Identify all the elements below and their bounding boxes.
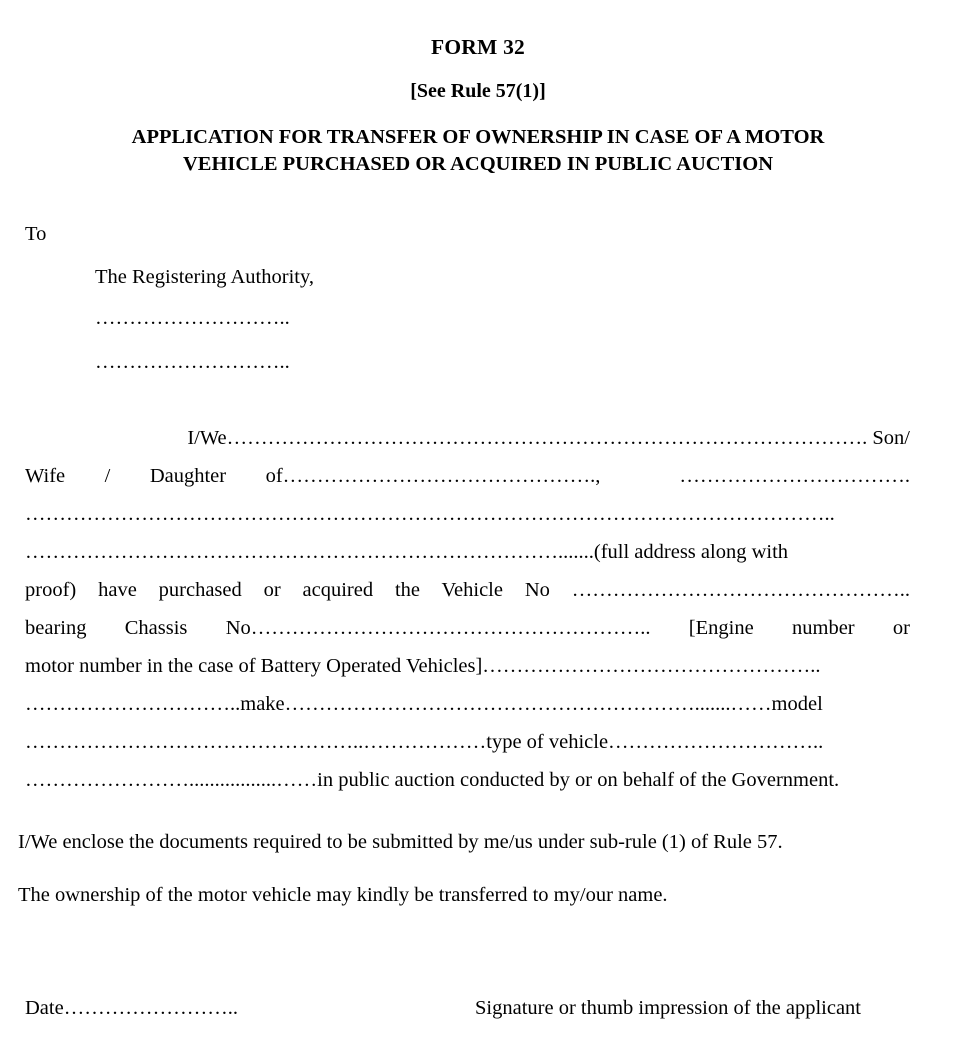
document-heading: [0, 0, 956, 178]
body-line-7[interactable]: motor number in the case of Battery Operated Vehicles]…………………………………………..: [25, 654, 821, 677]
rule-reference: [See Rule 57(1)]: [410, 79, 546, 102]
closing-statement-2: The ownership of the motor vehicle may kindly be transferred to my/our name.: [18, 884, 668, 907]
subject-title-line-2: VEHICLE PURCHASED OR ACQUIRED IN PUBLIC AUCTION: [182, 152, 774, 175]
addressee-address-line-1[interactable]: ………………………..: [95, 306, 290, 329]
subject-title: [0, 124, 956, 178]
body-line-8[interactable]: …………………………..make…………………………………………………….......……model: [25, 692, 823, 715]
closing-statement-1: I/We enclose the documents required to be submitted by me/us under sub-rule (1) of Rule 57.: [18, 830, 783, 853]
body-line-1[interactable]: I/We…………………………………………………………………………………. Son/: [187, 426, 910, 449]
subject-title-line-1: APPLICATION FOR TRANSFER OF OWNERSHIP IN CASE OF A MOTOR: [131, 125, 825, 148]
body-line-5[interactable]: proof) have purchased or acquired the Vehicle No …………………………………………..: [25, 578, 910, 601]
application-body: [0, 419, 956, 799]
closing-statements: [0, 832, 956, 906]
addressee-authority: The Registering Authority,: [95, 266, 315, 289]
body-line-10[interactable]: …………………….................……in public auction conducted by or on behalf of the Government.: [25, 768, 840, 791]
body-line-6[interactable]: bearing Chassis No………………………………………………….. [Engine number or: [25, 616, 910, 639]
date-field[interactable]: Date……………………..: [25, 997, 238, 1019]
addressee-to-label: To: [25, 222, 47, 245]
body-line-3[interactable]: ………………………………………………………………………………………………………..: [25, 502, 835, 525]
body-line-2[interactable]: Wife / Daughter of………………………………………., …………………………….: [25, 464, 910, 487]
body-line-4[interactable]: …………………………………………………………………….......(full address along with: [25, 540, 789, 563]
signature-label: Signature or thumb impression of the applicant: [475, 997, 862, 1019]
body-line-1-wrapper: [25, 419, 910, 457]
addressee-block: [0, 224, 956, 373]
body-line-9[interactable]: …………………………………………..………………type of vehicle…………………………..: [25, 730, 824, 753]
addressee-address-line-2[interactable]: ………………………..: [95, 351, 290, 374]
form-title: FORM 32: [431, 35, 525, 59]
